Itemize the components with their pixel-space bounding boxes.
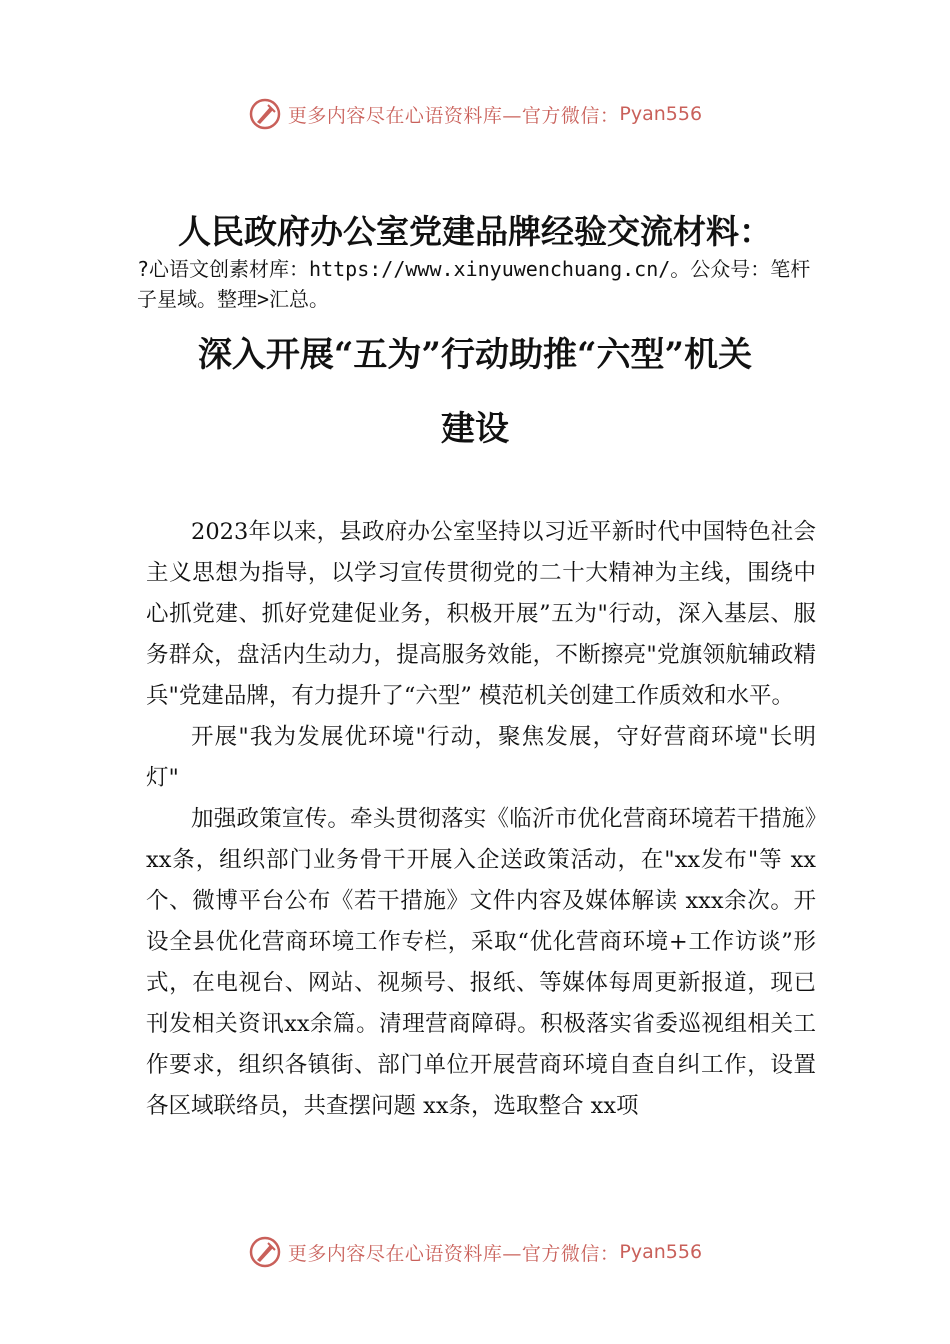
- document-subtitle: [0, 318, 950, 466]
- watermark-wechat-id: Pyan556: [619, 1241, 703, 1263]
- subtitle-line-1: 深入开展“五为”行动助推“六型”机关: [197, 335, 753, 375]
- source-note: ?心语文创素材库：https://www.xinyuwenchuang.cn/。公众号：笔杆子星域。整理>汇总。: [137, 257, 811, 311]
- subtitle-line-2: 建设: [441, 409, 509, 449]
- body-paragraph: 2023年以来，县政府办公室坚持以习近平新时代中国特色社会主义思想为指导，以学习宣传贯彻党的二十大精神为主线，围绕中心抓党建、抓好党建促业务，积极开展”五为"行动，深入基层、服务群众，盘活内生动力，提高服务效能，不断擦亮"党旗领航辅政精兵"党建品牌，有力提升了“六型” 模范机关创建工作质效和水平。: [146, 519, 816, 709]
- watermark-banner-bottom: [0, 1232, 950, 1272]
- watermark-text: 更多内容尽在心语资料库—官方微信：: [287, 1242, 620, 1265]
- pen-logo-icon: [248, 97, 282, 131]
- document-title: 人民政府办公室党建品牌经验交流材料：: [178, 212, 772, 251]
- body-paragraph: 加强政策宣传。牵头贯彻落实《临沂市优化营商环境若干措施》xx条，组织部门业务骨干开展入企送政策活动，在"xx发布"等 xx个、微博平台公布《若干措施》文件内容及媒体解读 xxx余次。开设全县优化营商环境工作专栏，采取“优化营商环境+工作访谈”形式，在电视台、网站、视频号、报纸、等媒体每周更新报道，现已刊发相关资讯xx余篇。清理营商障碍。积极落实省委巡视组相关工作要求，组织各镇街、部门单位开展营商环境自查自纠工作，设置各区域联络员，共查摆问题 xx条，选取整合 xx项: [146, 806, 816, 1119]
- watermark-wechat-id: Pyan556: [619, 103, 703, 125]
- watermark-text: 更多内容尽在心语资料库—官方微信：: [287, 104, 620, 127]
- pen-logo-icon: [248, 1235, 282, 1269]
- body-paragraph: 开展"我为发展优环境"行动，聚焦发展，守好营商环境"长明灯": [146, 724, 816, 791]
- document-body: [146, 512, 816, 1127]
- watermark-banner-top: [0, 94, 950, 134]
